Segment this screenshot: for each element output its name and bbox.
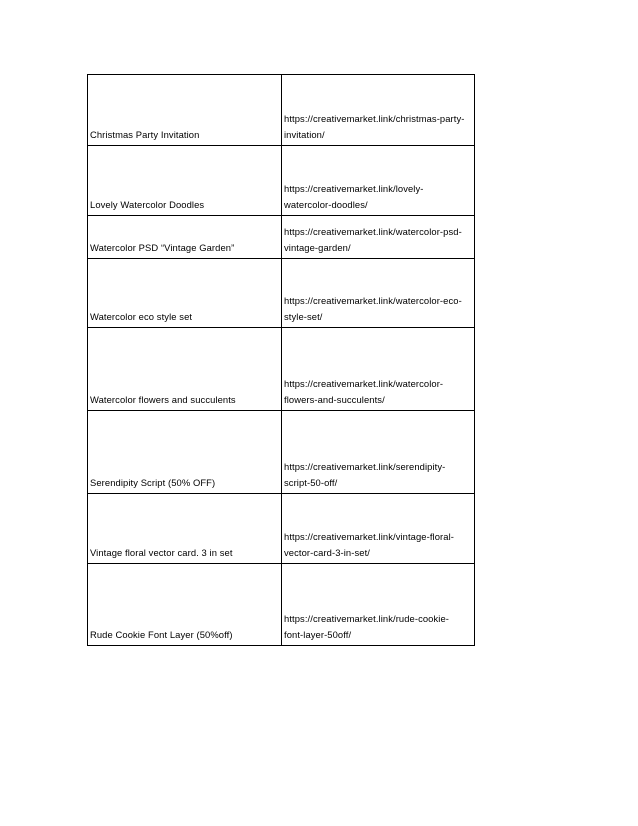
product-link-line-1: https://creativemarket.link/rude-cookie- [284,613,449,624]
product-link-line-1: https://creativemarket.link/christmas-party- [284,113,465,124]
product-name-cell [88,259,282,328]
product-link-line-2: style-set/ [284,310,323,322]
product-link-line-2: watercolor-doodles/ [284,198,368,210]
product-link-cell [282,259,475,328]
table-row [88,494,475,564]
product-name: Serendipity Script (50% OFF) [90,476,216,488]
product-link-cell [282,328,475,411]
table-row [88,216,475,259]
product-name-cell [88,328,282,411]
product-link-cell [282,216,475,259]
product-link-line-1: https://creativemarket.link/lovely- [284,183,424,194]
product-link-line-2: script-50-off/ [284,476,338,488]
product-name: Christmas Party Invitation [90,128,200,140]
product-name-cell [88,494,282,564]
product-link-line-1: https://creativemarket.link/watercolor-psd- [284,226,462,237]
product-link-line-2: flowers-and-succulents/ [284,393,385,405]
table-row [88,259,475,328]
product-link-line-1: https://creativemarket.link/watercolor-eco- [284,295,462,306]
product-name-cell [88,564,282,646]
product-link-table [87,74,475,646]
table-row [88,564,475,646]
table-row [88,75,475,146]
product-name-cell [88,216,282,259]
product-link-cell [282,564,475,646]
product-link-cell [282,146,475,216]
product-link-line-2: invitation/ [284,128,325,140]
product-name: Watercolor flowers and succulents [90,393,236,405]
product-link-cell [282,494,475,564]
product-name: Lovely Watercolor Doodles [90,198,205,210]
product-name-cell [88,411,282,494]
product-name-cell [88,75,282,146]
product-link-line-1: https://creativemarket.link/vintage-floral- [284,531,454,542]
product-name: Watercolor eco style set [90,310,193,322]
product-name: Vintage floral vector card. 3 in set [90,546,233,558]
product-link-line-2: vector-card-3-in-set/ [284,546,370,558]
product-link-cell [282,75,475,146]
table-row [88,146,475,216]
product-link-cell [282,411,475,494]
product-name: Watercolor PSD “Vintage Garden” [90,241,235,253]
product-link-line-2: font-layer-50off/ [284,628,352,640]
table-row [88,328,475,411]
table-row [88,411,475,494]
product-link-line-1: https://creativemarket.link/watercolor- [284,378,444,389]
product-link-line-1: https://creativemarket.link/serendipity- [284,461,446,472]
product-name: Rude Cookie Font Layer (50%off) [90,628,233,640]
product-name-cell [88,146,282,216]
product-link-line-2: vintage-garden/ [284,241,351,253]
